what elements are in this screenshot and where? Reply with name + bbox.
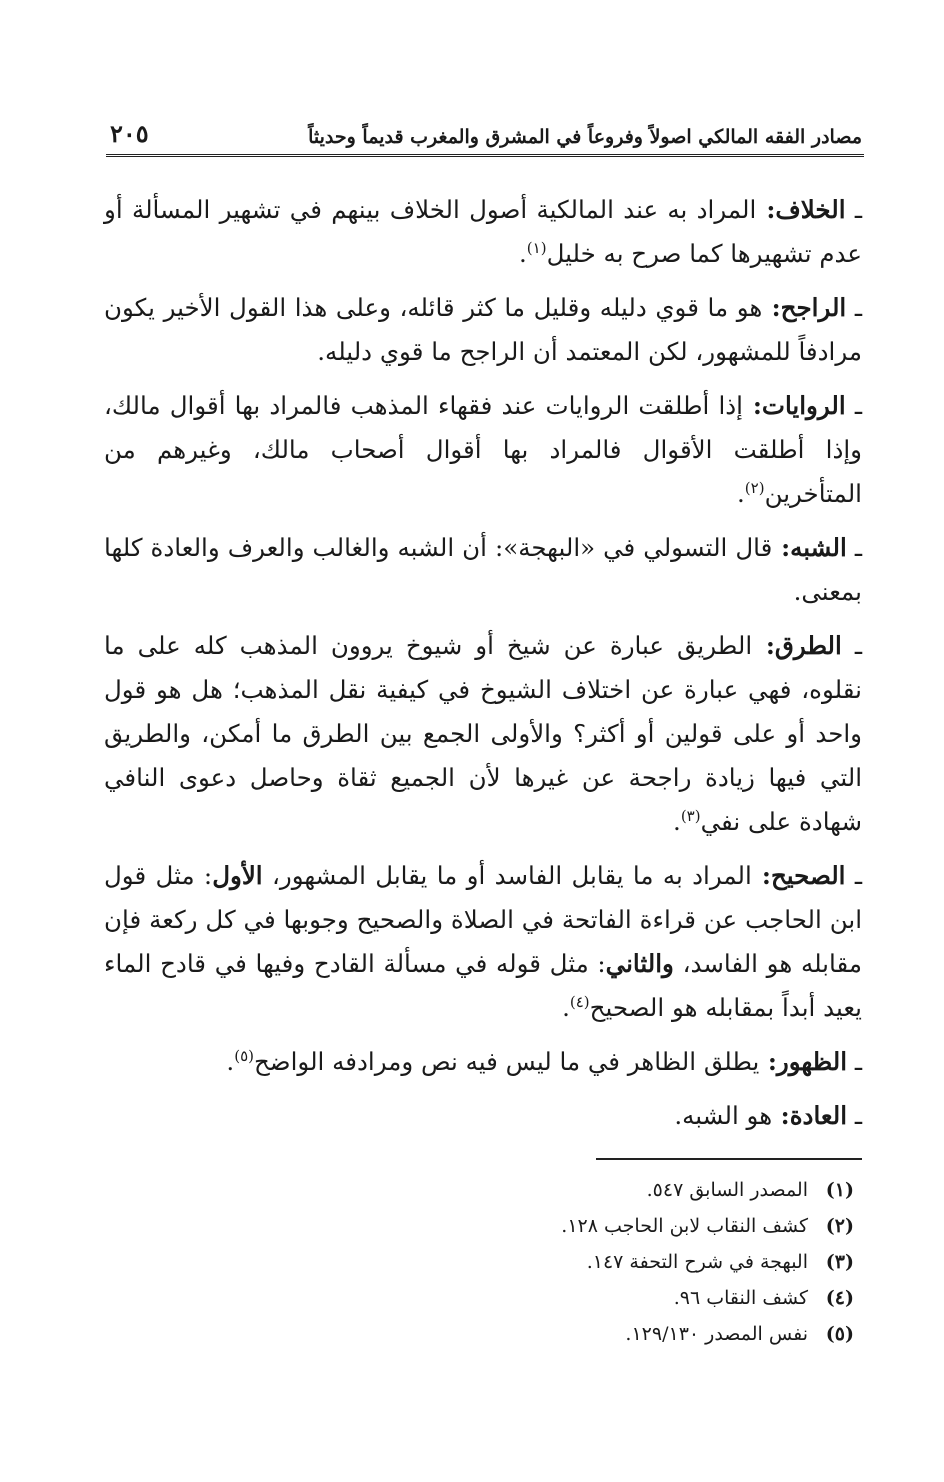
entry-term: الطرق bbox=[774, 631, 842, 660]
entry-term: الشبه bbox=[790, 533, 847, 562]
entry-tail: . bbox=[518, 239, 527, 268]
entry-text: إذا أطلقت الروايات عند فقهاء المذهب فالمراد بها أقوال مالك، وإذا أطلقت الأقوال فالمراد بها أقوال أصحاب مالك، وغيرهم من المتأخرين bbox=[104, 391, 862, 508]
footnote-text: كشف النقاب لابن الحاجب ١٢٨. bbox=[561, 1215, 808, 1237]
entry-sahih bbox=[104, 854, 862, 1030]
header-rule bbox=[106, 154, 864, 159]
entry-adah bbox=[104, 1094, 862, 1138]
entry-colon: : bbox=[762, 293, 781, 322]
entry-text: قال التسولي في «البهجة»: أن الشبه والغالب والعرف والعادة كلها بمعنى. bbox=[104, 533, 862, 606]
entry-riwayat bbox=[104, 384, 862, 516]
entry-colon: : bbox=[756, 195, 776, 224]
footnote-number: (٤) bbox=[825, 1287, 854, 1309]
entry-text: هو ما قوي دليله وقليل ما كثر قائله، وعلى هذا القول الأخير يكون مرادفاً للمشهور، لكن المعتمد أن الراجح ما قوي دليله. bbox=[104, 293, 862, 366]
entry-colon: : bbox=[772, 533, 791, 562]
footnote-number: (١) bbox=[825, 1179, 854, 1201]
entry-colon: : bbox=[742, 391, 762, 420]
footnote-ref[interactable]: (٣) bbox=[680, 806, 701, 825]
entry-zuhur bbox=[104, 1040, 862, 1084]
entry-dash: ـ bbox=[846, 533, 863, 562]
entry-tail: . bbox=[673, 807, 681, 836]
entry-text: : مثل قوله في مسألة القادح وفيها في قادح الماء يعيد أبداً بمقابله هو الصحيح bbox=[104, 949, 862, 1022]
entry-khilaf bbox=[104, 188, 862, 276]
entry-dash: ـ bbox=[845, 195, 862, 224]
entry-colon: : bbox=[751, 861, 771, 890]
entry-text: يطلق الظاهر في ما ليس فيه نص ومرادفه الواضح bbox=[253, 1047, 760, 1076]
footnote-separator bbox=[596, 1158, 862, 1160]
footnote-text: كشف النقاب ٩٦. bbox=[673, 1287, 808, 1309]
entry-colon: : bbox=[752, 631, 775, 660]
entry-dash: ـ bbox=[846, 293, 863, 322]
footnote-number: (٢) bbox=[825, 1215, 854, 1237]
footnotes bbox=[104, 1172, 854, 1352]
entry-text: : مثل قول ابن الحاجب عن قراءة الفاتحة في الصلاة والصحيح وجوبها في كل ركعة فإن مقابله هو الفاسد، bbox=[104, 861, 862, 978]
footnote-item bbox=[104, 1208, 854, 1244]
entry-term: الظهور bbox=[776, 1047, 848, 1076]
entry-term: الروايات bbox=[761, 391, 846, 420]
footnote-item bbox=[104, 1244, 854, 1280]
entry-dash: ـ bbox=[847, 1047, 862, 1076]
footnote-ref[interactable]: (٢) bbox=[744, 478, 765, 497]
entry-term: الراجح bbox=[780, 293, 847, 322]
footnote-ref[interactable]: (٤) bbox=[569, 992, 590, 1011]
footnote-item bbox=[104, 1316, 854, 1352]
entry-colon: : bbox=[772, 1101, 790, 1130]
page-number: ٢٠٥ bbox=[110, 119, 149, 148]
entry-shabah bbox=[104, 526, 862, 614]
entry-text: المراد به ما يقابل الفاسد أو ما يقابل المشهور، bbox=[262, 861, 752, 890]
entry-dash: ـ bbox=[845, 861, 863, 890]
entry-tail: . bbox=[562, 993, 570, 1022]
footnote-text: البهجة في شرح التحفة ١٤٧. bbox=[586, 1251, 808, 1273]
entry-dash: ـ bbox=[845, 391, 863, 420]
entry-rajih bbox=[104, 286, 862, 374]
entry-text: المراد به عند المالكية أصول الخلاف بينهم في تشهير المسألة أو عدم تشهيرها كما صرح به خليل bbox=[104, 195, 862, 268]
footnote-text: المصدر السابق ٥٤٧. bbox=[646, 1179, 808, 1201]
main-text bbox=[104, 188, 862, 1148]
footnote-item bbox=[104, 1280, 854, 1316]
entry-dash: ـ bbox=[847, 1101, 862, 1130]
footnote-ref[interactable]: (٥) bbox=[234, 1046, 254, 1065]
entry-term: الصحيح bbox=[770, 861, 846, 890]
entry-colon: : bbox=[759, 1047, 777, 1076]
entry-dash: ـ bbox=[841, 631, 862, 660]
footnote-ref[interactable]: (١) bbox=[526, 238, 547, 257]
running-title: مصادر الفقه المالكي اصولاً وفروعاً في المشرق والمغرب قديماً وحديثاً bbox=[308, 126, 862, 148]
first-meaning-label: الأول bbox=[212, 861, 263, 890]
footnote-item bbox=[104, 1172, 854, 1208]
second-meaning-label: والثاني bbox=[605, 949, 674, 978]
entry-text: هو الشبه. bbox=[674, 1101, 773, 1130]
running-header bbox=[110, 112, 862, 148]
entry-term: الخلاف bbox=[775, 195, 846, 224]
entry-tail: . bbox=[226, 1047, 235, 1076]
entry-turuq bbox=[104, 624, 862, 844]
entry-term: العادة bbox=[789, 1101, 848, 1130]
footnote-number: (٥) bbox=[825, 1323, 854, 1345]
footnote-number: (٣) bbox=[825, 1251, 854, 1273]
entry-tail: . bbox=[736, 479, 745, 508]
footnote-text: نفس المصدر ١٢٩/١٣٠. bbox=[625, 1323, 808, 1345]
entry-text: الطريق عبارة عن شيخ أو شيوخ يروون المذهب كله على ما نقلوه، فهي عبارة عن اختلاف الشيوخ في كيفية نقل المذهب؛ هل هو قول واحد أو على قولين أو أكثر؟ والأولى الجمع بين الطرق ما أمكن، والطريق التي فيها زيادة راجحة عن غيرها لأن الجميع ثقاة وحاصل دعوى النافي شهادة على نفي bbox=[104, 631, 862, 836]
